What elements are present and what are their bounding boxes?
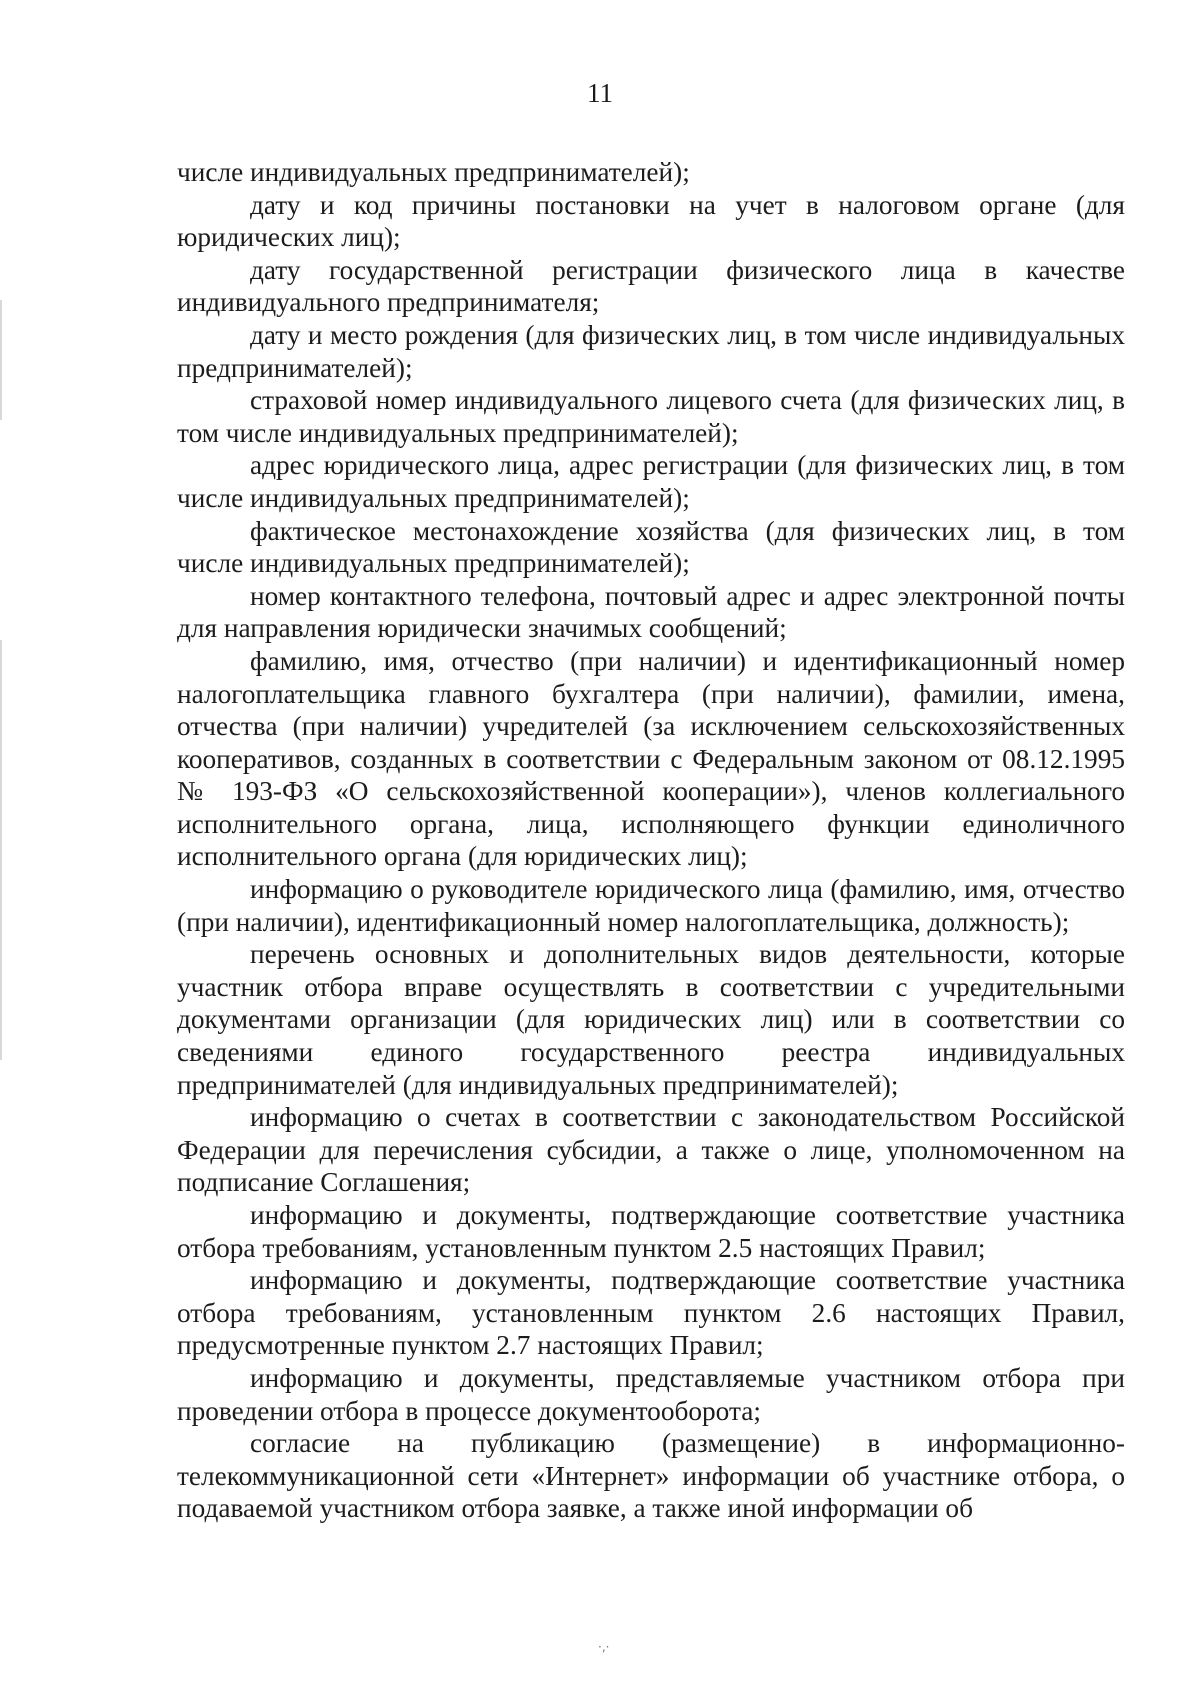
paragraph-continuation: числе индивидуальных предпринимателей); bbox=[177, 157, 690, 187]
paragraph: дату и место рождения (для физических лиц, в том числе индивидуальных предпринимателей); bbox=[177, 319, 1125, 383]
paragraph: фамилию, имя, отчество (при наличии) и идентификационный номер налогоплательщика главного бухгалтера (при наличии), фамилии, имена, отчества (при наличии) учредителей (за исключением сельскохозяйственных кооперативов, созданных в соответствии с Федеральным законом от 08.12.1995 № 193-ФЗ «О сельскохозяйственной кооперации»), членов коллегиального исполнительного органа, лица, исполняющего функции единоличного исполнительного органа (для юридических лиц); bbox=[177, 645, 1125, 872]
paragraph: информацию и документы, подтверждающие соответствие участника отбора требованиям, установленным пунктом 2.6 настоящих Правил, предусмотренные пунктом 2.7 настоящих Правил; bbox=[177, 1265, 1125, 1361]
paragraph: согласие на публикацию (размещение) в информационно-телекоммуникационной сети «Интернет» информации об участнике отбора, о подаваемой участником отбора заявке, а также иной информации об bbox=[177, 1428, 1125, 1524]
paragraph: страховой номер индивидуального лицевого счета (для физических лиц, в том числе индивидуальных предпринимателей); bbox=[177, 385, 1125, 448]
page-number: 11 bbox=[587, 78, 613, 108]
paragraph: адрес юридического лица, адрес регистрации (для физических лиц, в том числе индивидуальных предпринимателей); bbox=[177, 450, 1125, 513]
paragraph: дату государственной регистрации физического лица в качестве индивидуального предпринимателя; bbox=[177, 254, 1125, 318]
paragraph: информацию и документы, представляемые участником отбора при проведении отбора в процессе документооборота; bbox=[177, 1362, 1125, 1426]
scan-edge-artifact bbox=[0, 640, 2, 1060]
paragraph: информацию и документы, подтверждающие соответствие участника отбора требованиям, установленным пунктом 2.5 настоящих Правил; bbox=[177, 1200, 1125, 1263]
paragraph: фактическое местонахождение хозяйства (для физических лиц, в том числе индивидуальных предпринимателей); bbox=[177, 515, 1125, 579]
scan-mark: ·,· bbox=[598, 1640, 610, 1654]
paragraph: номер контактного телефона, почтовый адрес и адрес электронной почты для направления юридически значимых сообщений; bbox=[177, 580, 1125, 644]
paragraph: перечень основных и дополнительных видов деятельности, которые участник отбора вправе осуществлять в соответствии с учредительными документами организации (для юридических лиц) или в соответствии со сведениями единого государственного реестра индивидуальных предпринимателей (для индивидуальных предпринимателей); bbox=[177, 939, 1125, 1100]
paragraph: дату и код причины постановки на учет в налоговом органе (для юридических лиц); bbox=[177, 189, 1125, 253]
document-body bbox=[177, 156, 1125, 1525]
paragraph: информацию о руководителе юридического лица (фамилию, имя, отчество (при наличии), идентификационный номер налогоплательщика, должность); bbox=[177, 874, 1125, 937]
scan-edge-artifact bbox=[0, 300, 2, 420]
paragraph: информацию о счетах в соответствии с законодательством Российской Федерации для перечисления субсидии, а также о лице, уполномоченном на подписание Соглашения; bbox=[177, 1102, 1125, 1198]
